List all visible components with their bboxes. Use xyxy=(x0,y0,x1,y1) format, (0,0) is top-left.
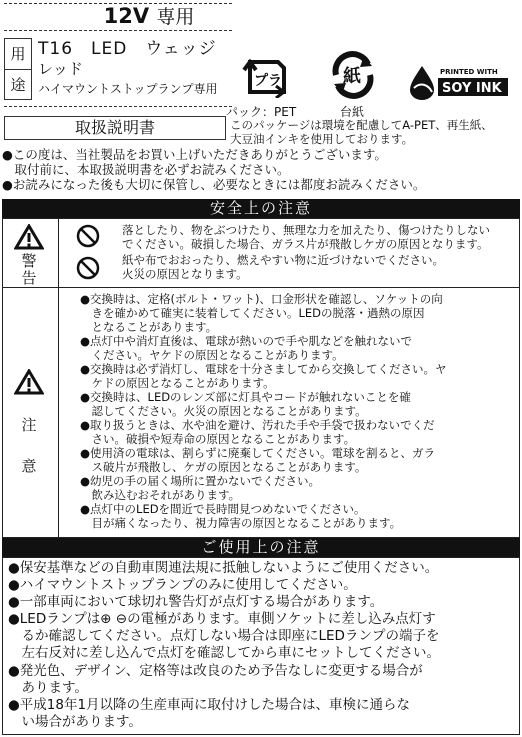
voltage-value: 12V xyxy=(103,4,150,28)
prohibited-icon xyxy=(76,224,100,248)
caution-line-10: ●取り扱うときは、水や油を避け、汚れた手や手袋で扱わないでくだ xyxy=(80,418,435,432)
package-note xyxy=(230,118,520,146)
paper-material-label: 台紙 xyxy=(340,105,365,119)
warning-label-char-2: 告 xyxy=(21,269,37,287)
caution-line-16: ●点灯中のLEDを間近で長時間見つめないでください。 xyxy=(80,502,366,516)
safety-divider xyxy=(58,218,59,538)
warning-line-2: でください。破損した場合、ガラス片が飛散しケガの原因となります。 xyxy=(122,237,489,251)
header-dashed-line xyxy=(4,30,232,31)
usage-line-5: るか確認してください。点灯しない場合は即座にLEDランプの端子を xyxy=(8,628,440,644)
usage-line-10: い場合があります。 xyxy=(8,714,142,730)
caution-line-3: となることがあります。 xyxy=(80,320,218,334)
caution-line-9: 認してください。火災の原因となることがあります。 xyxy=(80,404,367,418)
caution-line-7: ケドの原因となることがあります。 xyxy=(80,376,275,390)
use-label-char-2: 途 xyxy=(10,76,26,94)
paper-recycle-icon xyxy=(328,50,378,100)
intro-line-2: 取付前に、本取扱説明書を必ずお読みください。 xyxy=(2,162,290,177)
caution-line-5: ください。ヤケドの原因となることがあります。 xyxy=(80,348,344,362)
safety-title-bar: 安全上の注意 xyxy=(2,199,520,218)
product-dashed-line xyxy=(4,106,232,107)
prohibited-icon xyxy=(76,256,100,280)
use-label-box xyxy=(4,38,32,100)
warning-line-4: 火災の原因となります。 xyxy=(122,267,248,281)
usage-line-8: あります。 xyxy=(8,680,88,696)
pla-recycle-icon xyxy=(240,52,290,98)
caution-line-6: ●交換時は必ず消灯し、電球を十分さましてから交換してください。ヤ xyxy=(80,362,447,376)
caution-line-14: ●幼児の手の届く場所に置かないでください。 xyxy=(80,474,321,488)
intro-line-1: ●この度は、当社製品をお買い上げいただきありがとうございます。 xyxy=(2,147,387,162)
soy-ink-logo xyxy=(406,60,510,100)
paper-mark-text: 紙 xyxy=(343,66,361,87)
soy-ink-bottom-text: SOY INK xyxy=(442,81,502,96)
usage-line-6: 左右反対に差し込んで点灯を確認してから車にセットしてください。 xyxy=(8,645,440,661)
usage-line-9: ●平成18年1月以降の生産車両に取付けした場合は、車検に通らな xyxy=(8,697,411,713)
warning-line-1: 落としたり、物をぶつけたり、無理な力を加えたり、傷つけたりしない xyxy=(122,223,490,237)
usage-line-2: ●ハイマウントストップランプのみに使用してください。 xyxy=(8,577,357,593)
caution-label-char-2: 意 xyxy=(21,457,37,475)
product-use: ハイマウントストップランプ専用 xyxy=(38,82,218,96)
caution-line-11: さい。破損や短寿命の原因となることがあります。 xyxy=(80,432,356,446)
voltage-suffix: 専用 xyxy=(156,6,195,28)
caution-line-13: ス破片が飛散し、ケガの原因となることがあります。 xyxy=(80,460,367,474)
caution-label-char-1: 注 xyxy=(21,416,37,434)
warning-line-3: 紙や布でおおったり、燃えやすい物に近づけないでください。 xyxy=(122,253,444,267)
manual-title: 取扱説明書 xyxy=(4,116,226,140)
caution-line-17: 目が痛くなったり、視力障害の原因となることがあります。 xyxy=(80,516,402,530)
warning-triangle-icon xyxy=(14,224,44,250)
usage-line-7: ●発光色、デザイン、定格等は改良のため予告なしに変更する場合が xyxy=(8,663,423,679)
caution-line-8: ●交換時は、LEDのレンズ部に灯具やコードが触れないことを確 xyxy=(80,390,411,404)
package-note-line-1: このパッケージは環境を配慮してA-PET、再生紙、 xyxy=(230,118,493,132)
product-color: レッド xyxy=(38,60,83,78)
soy-ink-top-text: PRINTED WITH xyxy=(440,68,498,76)
caution-triangle-icon xyxy=(14,369,44,395)
usage-line-3: ●一部車両において球切れ警告灯が点灯する場合があります。 xyxy=(8,594,384,610)
voltage-heading xyxy=(64,2,234,29)
caution-line-12: ●使用済の電球は、割らずに廃棄してください。電球を割ると、ガラ xyxy=(80,446,436,460)
pla-mark-text: プラ xyxy=(254,73,282,89)
usage-title-bar: ご使用上の注意 xyxy=(2,538,520,557)
usage-line-4: ●LEDランプは⊕ ⊖の電極があります。車側ソケットに差し込み点灯す xyxy=(8,611,436,627)
package-note-line-2: 大豆油インキを使用しております。 xyxy=(230,132,414,146)
caution-line-2: きを確かめて確実に装着してください。LEDの脱落・過熱の原因 xyxy=(80,306,425,320)
usage-line-1: ●保安基準などの自動車関連法規に抵触しないようにご使用ください。 xyxy=(8,560,439,576)
caution-line-15: 飲み込むおそれがあります。 xyxy=(80,488,241,502)
pack-material-label: パック：PET xyxy=(226,105,297,119)
caution-line-4: ●点灯中や消灯直後は、電球が熱いので手や肌などを触れないで xyxy=(80,334,413,348)
caution-line-1: ●交換時は、定格(ボルト・ワット)、口金形状を確認し、ソケットの向 xyxy=(80,292,443,306)
product-name: T16 LED ウェッジ xyxy=(38,39,217,59)
intro-line-3: ●お読みになった後も大切に保管し、必要なときには都度お読みください。 xyxy=(2,177,426,192)
warning-label-char-1: 警 xyxy=(21,252,37,270)
warning-caution-divider xyxy=(2,287,520,288)
use-label-char-1: 用 xyxy=(5,39,31,70)
